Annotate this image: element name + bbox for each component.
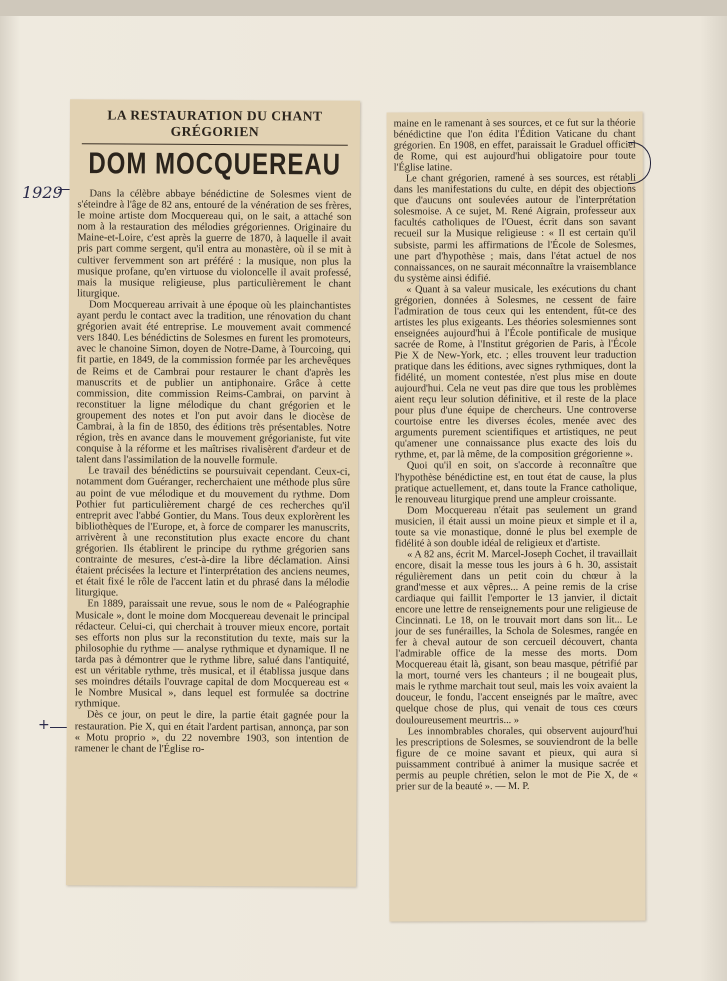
article-paragraph: Les innombrables chorales, qui observent aujourd'hui les prescriptions de Solesmes, se souviendront de la belle figure de ce moine savant et pieux, qui aura si puissamment contribué à animer la musique sacrée et permis au peuple chrétien, selon le mot de Pie X, de « prier sur de la beauté ». — M. P.: [395, 725, 638, 793]
article-paragraph: « Quant à sa valeur musicale, les exécutions du chant grégorien, données à Solesmes, ne cessent de faire l'admiration de tous ceux qui les entendent, fût-ce des artistes les plus exigeants. Les théories solesmiennes sont enseignées aujourd'hui à l'École pontificale de musique sacrée de Rome, à l'Institut grégorien de Paris, à l'École Pie X de New-York, etc. ; elles trouvent leur traduction pratique dans les éditions, avec signes rythmiques, dont la fidélité, un moment contestée, n'est plus mise en doute aujourd'hui. Cela ne veut pas dire que tous les problèmes aient reçu leur solution définitive, et il reste de la place pour plus d'une équipe de chercheurs. Une controverse courtoise entre les diverses écoles, menée avec des arguments purement scientifiques et artistiques, ne peut qu'amener une connaissance plus exacte des lois du rythme, et, par là même, de la composition grégorienne ».: [394, 283, 637, 461]
article-paragraph: Le travail des bénédictins se poursuivait cependant. Ceux-ci, notamment dom Guéranger, recherchaient une méthode plus sûre au point de vue mélodique et du mouvement du rythme. Dom Pothier fut particulièrement chargé de ces recherches qu'il entreprit avec l'abbé Gontier, du Mans. Tous deux explorèrent les bibliothèques de l'Europe, et, à force de comparer les manuscrits, arrivèrent à une reconstitution plus exacte encore du chant grégorien. Ils établirent le principe du rythme grégorien sans contrainte de mesures, c'est-à-dire la libre déclamation. Ainsi étaient précisées la lecture et l'interprétation des anciens neumes, et était fixé le rôle de l'accent latin et du phrasé dans la mélodie liturgique.: [75, 465, 351, 599]
article-paragraph: Quoi qu'il en soit, on s'accorde à reconnaître que l'hypothèse bénédictine est, en tout état de cause, la plus pratique actuellement, et, dans toute la France catholique, le renouveau liturgique prend une ampleur croissante.: [394, 460, 637, 506]
newspaper-clipping-left: [66, 99, 360, 887]
article-paragraph: « A 82 ans, écrit M. Marcel-Joseph Cochet, il travaillait encore, disait la messe tous les jours à 6 h. 30, assistait régulièrement dans un petit coin du chœur à la grand'messe et aux vêpres... A peine remis de la crise cardiaque qui faillit l'emporter le 13 janvier, il dictait encore une lettre de renseignements pour une religieuse de Cincinnati. Le 18, on le trouvait mort dans son lit... Le jour de ses funérailles, la Schola de Solesmes, rangée en fer à cheval autour de son cercueil découvert, chanta l'admirable office de la messe des morts. Dom Mocquereau était là, gisant, son beau masque, pétrifié par la mort, tourné vers les chanteurs ; il ne bougeait plus, mais le rythme marchait tout seul, mais les voix avaient la douceur, le fondu, l'accent enseignés par le maître, avec quelque chose de plus, qui venait de tous ces cœurs douloureusement meurtris... »: [395, 548, 638, 726]
article-body-left: [75, 188, 352, 755]
article-title: DOM MOCQUEREAU: [88, 146, 342, 182]
handwritten-cross-mark: +: [38, 717, 50, 733]
article-paragraph: maine en le ramenant à ses sources, et ce fut sur la théorie bénédictine que l'on édita l'Édition Vaticane du chant grégorien. En 1908, en effet, paraissait le Graduel officiel de Rome, qui est aujourd'hui obligatoire pour toute l'Église latine.: [393, 117, 636, 174]
handwritten-dash: [58, 189, 70, 190]
article-paragraph: Dès ce jour, on peut le dire, la partie était gagnée pour la restauration. Pie X, qui en était l'ardent partisan, annonça, par son « Motu proprio », du 22 novembre 1903, son intention de ramener le chant de l'Église ro-: [74, 709, 349, 755]
newspaper-clipping-right: [387, 112, 646, 922]
handwritten-year-annotation: 1929: [22, 183, 63, 202]
article-paragraph: Dom Mocquereau arrivait à une époque où les plainchantistes ayant perdu le contact avec la tradition, une rénovation du chant grégorien avait été entreprise. Le mouvement avait commencé vers 1840. Les bénédictins de Solesmes en furent les promoteurs, avec le chanoine Simon, doyen de Notre-Dame, à Tourcoing, qui fit partie, en 1849, de la commission formée par les archevêques de Reims et de Cambrai pour restaurer le chant d'après les manuscrits et de publier un antiphonaire. Grâce à cette commission, dite commission Reims-Cambrai, on parvint à reconstituer la ligne mélodique du chant grégorien et le groupement des notes et l'on put avoir dans le diocèse de Cambrai, à la fin de 1850, des éditions très présentables. Notre région, très en avance dans le mouvement grégorianiste, fut vite conquise à la réforme et les maîtrises rivalisèrent d'ardeur et de talent dans l'assimilation de la nouvelle formule.: [76, 299, 352, 467]
header-rule: [82, 143, 348, 145]
article-paragraph: Le chant grégorien, ramené à ses sources, est rétabli dans les manifestations du culte, en dépit des objections que d'aucuns ont soulevées autour de l'interprétation solesmoise. A ce sujet, M. René Aigrain, professeur aux facultés catholiques de l'Ouest, écrit dans son savant recueil sur la Musique religieuse : « Il est certain qu'il subsiste, parmi les affirmations de l'École de Solesmes, une part d'hypothèse ; mais, dans l'état actuel de nos connaissances, on ne saurait méconnaître la vraisemblance du système ainsi édifié.: [393, 172, 637, 285]
article-paragraph: Dans la célèbre abbaye bénédictine de Solesmes vient de s'éteindre à l'âge de 82 ans, entouré de la vénération de ses frères, le moine artiste dom Mocquereau qui, on le sait, a attaché son nom à la restauration des mélodies grégoriennes. Originaire du Maine-et-Loire, c'est après la guerre de 1870, à laquelle il avait pris part comme sergent, qu'il entra au monastère, où il se mit à cultiver fervemment son art préféré : la musique, non plus la musique profane, qu'en virtuose du violoncelle il avait professé, mais la musique religieuse, plus particulièrement le chant liturgique.: [77, 188, 352, 300]
article-section-header: LA RESTAURATION DU CHANT GRÉGORIEN: [107, 107, 323, 140]
article-paragraph: Dom Mocquereau n'était pas seulement un grand musicien, il était aussi un moine pieux et simple et il a, toute sa vie monastique, donné le plus bel exemple de fidélité à son double idéal de religieux et d'artiste.: [394, 504, 638, 550]
article-paragraph: En 1889, paraissait une revue, sous le nom de « Paléographie Musicale », dont le moine dom Mocquereau devenait le principal rédacteur. Celui-ci, qui cherchait à trouver mieux encore, portait ses efforts non plus sur la reconstitution du texte, mais sur la philosophie du rythme — analyse rythmique et dynamique. Il ne tarda pas à démontrer que le rythme libre, salué dans l'antiquité, est un véritable rythme, très musical, et il établissa jusque dans ses moindres détails l'ouvrage capital de dom Mocquereau est « le Nombre Musical », dans lequel est formulée sa doctrine rythmique.: [74, 598, 350, 710]
page-edge: [0, 0, 727, 16]
article-body-right: [394, 118, 638, 793]
